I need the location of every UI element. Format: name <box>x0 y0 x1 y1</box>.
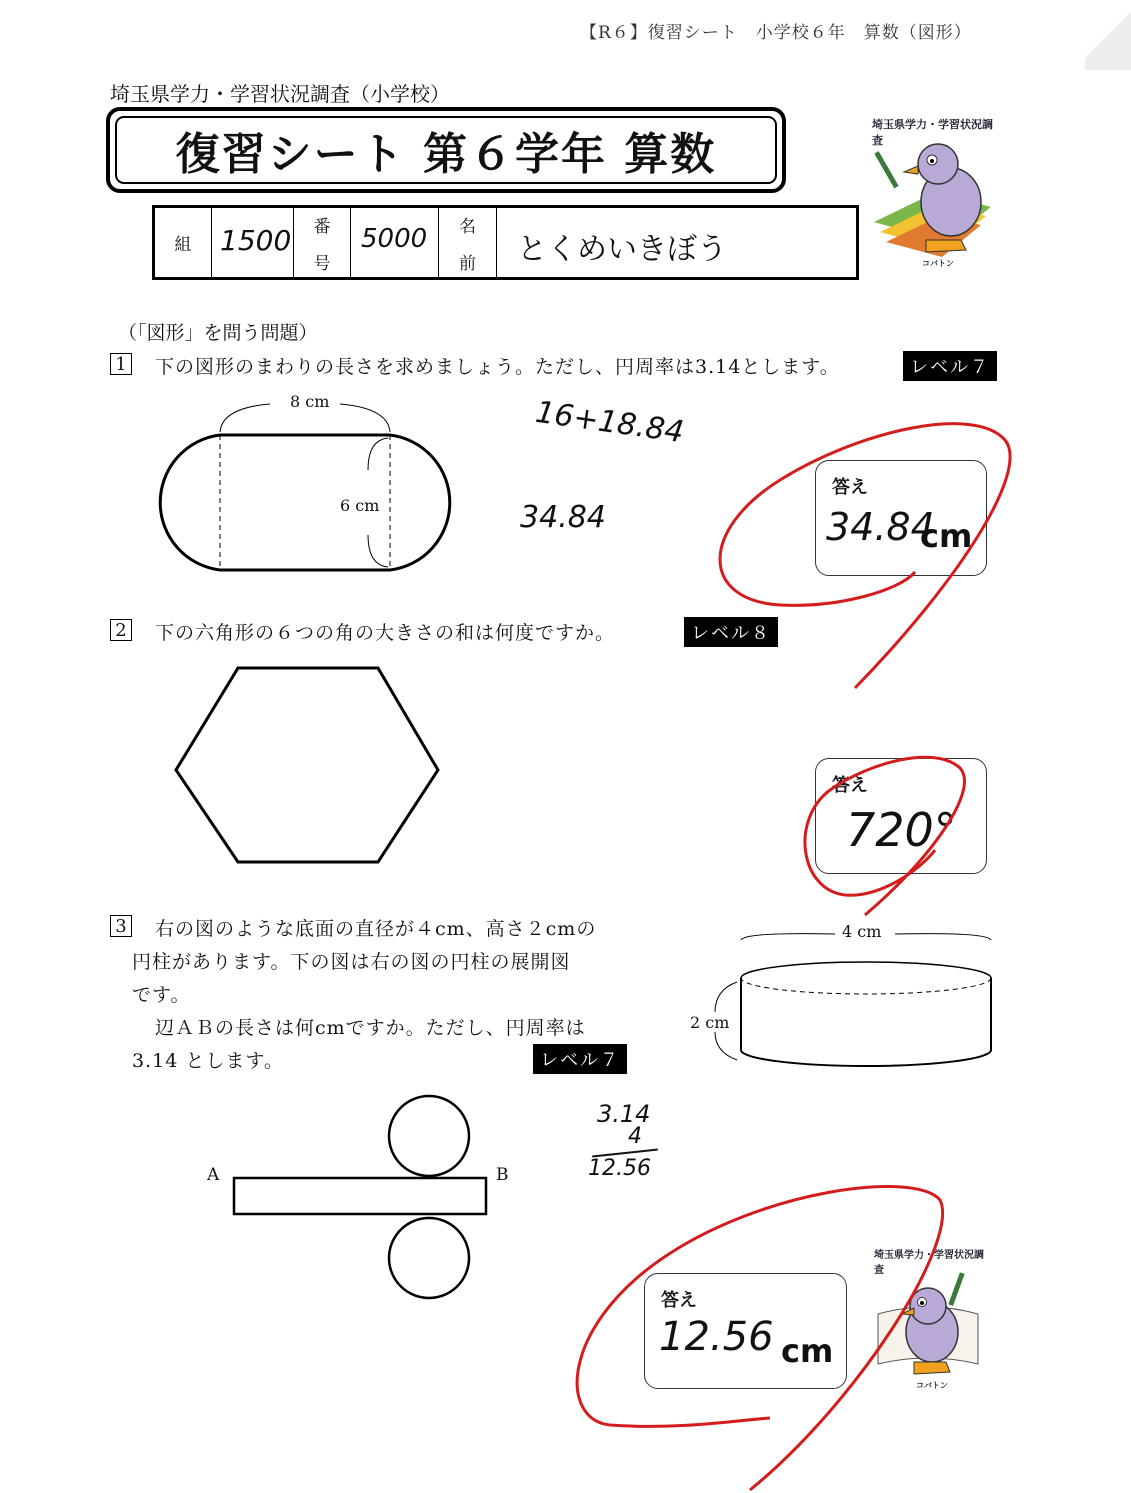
q1-answer-unit: cm <box>920 517 973 555</box>
q3-net-figure <box>228 1090 492 1320</box>
mascot-top <box>866 112 996 272</box>
survey-title: 埼玉県学力・学習状況調査（小学校） <box>110 82 450 106</box>
q1-answer-box <box>815 460 987 576</box>
reading-pigeon-icon <box>870 1244 985 1394</box>
mascot-bottom-caption: 埼玉県学力・学習状況調査 <box>874 1250 984 1276</box>
name-label-cell <box>439 208 497 277</box>
q3-dim-height: 2 cm <box>690 1013 730 1032</box>
q3-number: 3 <box>110 915 132 937</box>
q3-work-3: 12.56 <box>588 1156 651 1181</box>
class-value-cell[interactable] <box>212 208 294 277</box>
q1-level-badge: レベル７ <box>903 351 997 381</box>
number-value: 5000 <box>361 224 428 254</box>
q2-answer-value: 720° <box>846 803 957 857</box>
section-title: （「図形」を問う問題） <box>118 322 318 344</box>
q1-work-1: 16+18.84 <box>533 394 686 451</box>
class-value: 1500 <box>220 224 292 257</box>
q3-work-2: 4 <box>628 1124 642 1149</box>
q1-answer-value: 34.84 <box>826 505 935 549</box>
mascot-bottom <box>870 1244 985 1394</box>
pigeon-icon <box>866 112 996 272</box>
title-box <box>106 107 786 193</box>
class-label: 組 <box>174 235 192 255</box>
q2-answer-box <box>815 758 987 874</box>
name-label-top: 名 <box>459 216 476 237</box>
q3-text-line4: 辺ＡＢの長さは何cmですか。ただし、円周率は <box>155 1017 586 1039</box>
number-label-bottom: 号 <box>313 253 331 274</box>
number-label-cell <box>294 208 351 277</box>
q1-dim-height: 6 cm <box>340 496 380 515</box>
name-value-cell[interactable] <box>497 208 856 277</box>
q3-answer-label: 答え <box>661 1290 697 1311</box>
header-note: 【R６】復習シート 小学校６年 算数（図形） <box>580 23 972 43</box>
q1-number: 1 <box>110 353 132 375</box>
sheet-title: 復習シート 第６学年 算数 <box>115 116 777 184</box>
q2-level-badge: レベル８ <box>684 617 778 647</box>
mascot-bottom-name: コバトン <box>916 1381 948 1390</box>
name-table <box>152 205 859 280</box>
q2-number: 2 <box>110 619 132 641</box>
q3-text-line5: 3.14 とします。 <box>132 1050 284 1072</box>
q3-text-line3: です。 <box>132 984 191 1006</box>
q3-dim-diameter: 4 cm <box>842 922 882 941</box>
q3-cylinder-figure <box>705 920 1005 1080</box>
q1-dim-width: 8 cm <box>290 392 330 411</box>
number-value-cell[interactable] <box>351 208 439 277</box>
q2-text: 下の六角形の６つの角の大きさの和は何度ですか。 <box>155 622 616 644</box>
q3-level-badge: レベル７ <box>533 1044 627 1074</box>
q1-answer-label: 答え <box>832 477 868 498</box>
q1-stadium-figure <box>140 390 480 590</box>
name-value: とくめいきぼう <box>517 232 727 267</box>
q1-work-2: 34.84 <box>520 500 606 535</box>
q3-answer-unit: cm <box>781 1332 834 1370</box>
q3-label-a: A <box>207 1165 220 1185</box>
q3-work-1: 3.14 <box>597 1100 651 1128</box>
q1-text: 下の図形のまわりの長さを求めましょう。ただし、円周率は3.14とします。 <box>155 356 840 378</box>
mascot-top-caption: 埼玉県学力・学習状況調査 <box>872 118 993 147</box>
class-label-cell <box>155 208 212 277</box>
q2-answer-label: 答え <box>832 775 868 796</box>
q3-answer-value: 12.56 <box>659 1314 774 1360</box>
q2-hexagon-figure <box>170 660 445 870</box>
q3-answer-box <box>644 1273 847 1389</box>
mascot-top-name: コバトン <box>922 259 954 268</box>
q3-text-line1: 右の図のような底面の直径が４cm、高さ２cmの <box>155 918 597 940</box>
q3-text-line2: 円柱があります。下の図は右の図の円柱の展開図 <box>132 951 571 973</box>
number-label-top: 番 <box>313 216 331 237</box>
name-label-bottom: 前 <box>459 253 476 274</box>
page-curl <box>1085 0 1131 70</box>
q3-label-b: B <box>496 1165 509 1185</box>
